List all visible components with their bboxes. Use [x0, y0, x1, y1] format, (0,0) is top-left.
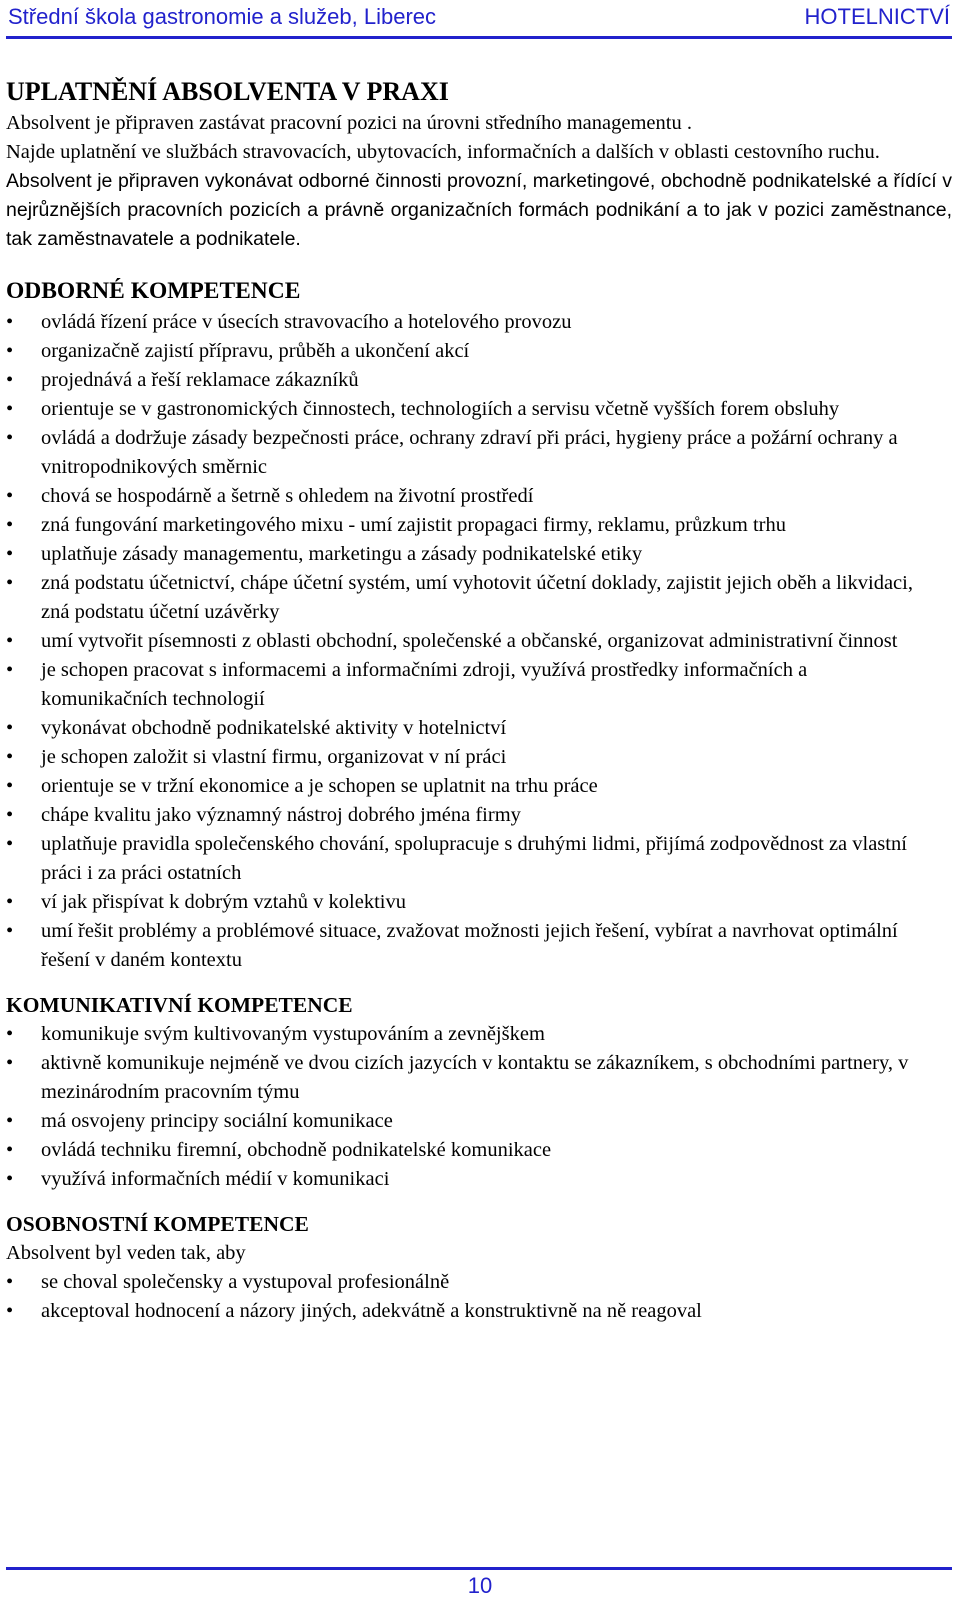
list-item [6, 656, 952, 714]
bullet-icon: • [6, 340, 14, 362]
list-item-text: vykonávat obchodně podnikatelské aktivity v hotelnictví [41, 717, 507, 739]
school-name: Střední škola gastronomie a služeb, Liberec [8, 4, 437, 29]
bullet-icon: • [6, 833, 14, 855]
bullet-icon: • [6, 1300, 14, 1322]
footer-divider [6, 1567, 952, 1570]
list-item-text: umí vytvořit písemnosti z oblasti obchodní, společenské a občanské, organizovat administrativní činnost [41, 630, 898, 652]
bullet-icon: • [6, 804, 14, 826]
bullet-icon: • [6, 1139, 14, 1161]
paragraph: Absolvent byl veden tak, aby [6, 1242, 246, 1264]
list-item-text: zná fungování marketingového mixu - umí zajistit propagaci firmy, reklamu, průzkum trhu [41, 514, 787, 536]
list-item-text: chová se hospodárně a šetrně s ohledem na životní prostředí [41, 485, 534, 507]
list-item-text: komunikuje svým kultivovaným vystupováním a zevnějškem [41, 1023, 545, 1045]
list-item [6, 482, 952, 511]
bullet-icon: • [6, 630, 14, 652]
list-item [6, 1165, 952, 1194]
list-item [6, 1268, 952, 1297]
page-header [6, 0, 952, 36]
list-item [6, 1136, 952, 1165]
list-item-text: orientuje se v tržní ekonomice a je schopen se uplatnit na trhu práce [41, 775, 598, 797]
list-item-text: zná podstatu účetnictví, chápe účetní systém, umí vyhotovit účetní doklady, zajistit jejich oběh a likvidaci, zná podstatu účetní uzávěrky [41, 572, 913, 623]
list-item-text: umí řešit problémy a problémové situace, zvažovat možnosti jejich řešení, vybírat a navrhovat optimální řešení v daném kontextu [41, 920, 898, 971]
list-item-text: je schopen založit si vlastní firmu, organizovat v ní práci [41, 746, 507, 768]
list-item-text: ovládá a dodržuje zásady bezpečnosti práce, ochrany zdraví při práci, hygieny práce a požární ochrany a vnitropodnikových směrnic [41, 427, 898, 478]
bullet-icon: • [6, 427, 14, 449]
list-item-text: uplatňuje pravidla společenského chování, spolupracuje s druhými lidmi, přijímá zodpovědnost za vlastní práci i za práci ostatních [41, 833, 907, 884]
list-item [6, 714, 952, 743]
document-body [6, 75, 952, 1326]
list-item-text: využívá informačních médií v komunikaci [41, 1168, 390, 1190]
list-item-text: je schopen pracovat s informacemi a informačními zdroji, využívá prostředky informačních a komunikačních technologií [41, 659, 808, 710]
bullet-icon: • [6, 398, 14, 420]
section-title-odborne: ODBORNÉ KOMPETENCE [6, 278, 301, 304]
list-item-text: ví jak přispívat k dobrým vztahů v kolektivu [41, 891, 406, 913]
list-item-text: chápe kvalitu jako významný nástroj dobrého jména firmy [41, 804, 521, 826]
bullet-icon: • [6, 369, 14, 391]
section-uplatneni [6, 75, 952, 254]
list-item [6, 772, 952, 801]
paragraph: Najde uplatnění ve službách stravovacích, ubytovacích, informačních a dalších v oblasti cestovního ruchu. [6, 141, 880, 163]
list-item-text: organizačně zajistí přípravu, průběh a ukončení akcí [41, 340, 470, 362]
list-item [6, 1049, 952, 1107]
list-item [6, 424, 952, 482]
list-item [6, 540, 952, 569]
list-item [6, 801, 952, 830]
bullet-icon: • [6, 920, 14, 942]
bullet-icon: • [6, 1168, 14, 1190]
bullet-icon: • [6, 1052, 14, 1074]
section-komunikativni [6, 990, 952, 1194]
paragraph: Absolvent je připraven zastávat pracovní pozici na úrovni středního managementu . [6, 112, 692, 134]
list-item [6, 1297, 952, 1326]
list-item [6, 1107, 952, 1136]
section-title-komunikativni: KOMUNIKATIVNÍ KOMPETENCE [6, 993, 353, 1017]
bullet-icon: • [6, 514, 14, 536]
bullet-icon: • [6, 1110, 14, 1132]
paragraph: Absolvent je připraven vykonávat odborné činnosti provozní, marketingové, obchodně podnikatelské a řídící v nejrůznějších pracovních pozicích a právně organizačních formách podnikání a to jak v pozici zaměstnance, tak zaměstnavatele a podnikatele. [6, 170, 952, 250]
bullet-icon: • [6, 1023, 14, 1045]
list-item [6, 830, 952, 888]
section-odborne [6, 274, 952, 975]
section-osobnostni [6, 1209, 952, 1326]
list-item-text: orientuje se v gastronomických činnostech, technologiích a servisu včetně vyšších forem obsluhy [41, 398, 840, 420]
bullet-icon: • [6, 775, 14, 797]
list-item [6, 1020, 952, 1049]
list-item-text: ovládá techniku firemní, obchodně podnikatelské komunikace [41, 1139, 552, 1161]
bullet-icon: • [6, 717, 14, 739]
list-item [6, 569, 952, 627]
list-item-text: se choval společensky a vystupoval profesionálně [41, 1271, 450, 1293]
list-item [6, 308, 952, 337]
bullet-list [6, 308, 952, 975]
field-name: HOTELNICTVÍ [804, 4, 950, 29]
list-item-text: projednává a řeší reklamace zákazníků [41, 369, 359, 391]
section-title-uplatneni: UPLATNĚNÍ ABSOLVENTA V PRAXI [6, 77, 449, 106]
header-divider [6, 36, 952, 39]
list-item [6, 366, 952, 395]
list-item [6, 395, 952, 424]
bullet-icon: • [6, 572, 14, 594]
list-item [6, 888, 952, 917]
bullet-icon: • [6, 485, 14, 507]
list-item-text: aktivně komunikuje nejméně ve dvou cizích jazycích v kontaktu se zákazníkem, s obchodními partnery, v mezinárodním pracovním týmu [41, 1052, 909, 1103]
section-title-osobnostni: OSOBNOSTNÍ KOMPETENCE [6, 1212, 309, 1236]
list-item [6, 627, 952, 656]
bullet-icon: • [6, 891, 14, 913]
list-item-text: ovládá řízení práce v úsecích stravovacího a hotelového provozu [41, 311, 572, 333]
bullet-list [6, 1020, 952, 1194]
list-item [6, 743, 952, 772]
list-item [6, 511, 952, 540]
bullet-icon: • [6, 543, 14, 565]
list-item-text: akceptoval hodnocení a názory jiných, adekvátně a konstruktivně na ně reagoval [41, 1300, 702, 1322]
list-item-text: má osvojeny principy sociální komunikace [41, 1110, 393, 1132]
bullet-icon: • [6, 659, 14, 681]
page-number: 10 [467, 1573, 493, 1598]
bullet-icon: • [6, 746, 14, 768]
bullet-list [6, 1268, 952, 1326]
list-item [6, 917, 952, 975]
bullet-icon: • [6, 311, 14, 333]
list-item-text: uplatňuje zásady managementu, marketingu a zásady podnikatelské etiky [41, 543, 643, 565]
bullet-icon: • [6, 1271, 14, 1293]
list-item [6, 337, 952, 366]
